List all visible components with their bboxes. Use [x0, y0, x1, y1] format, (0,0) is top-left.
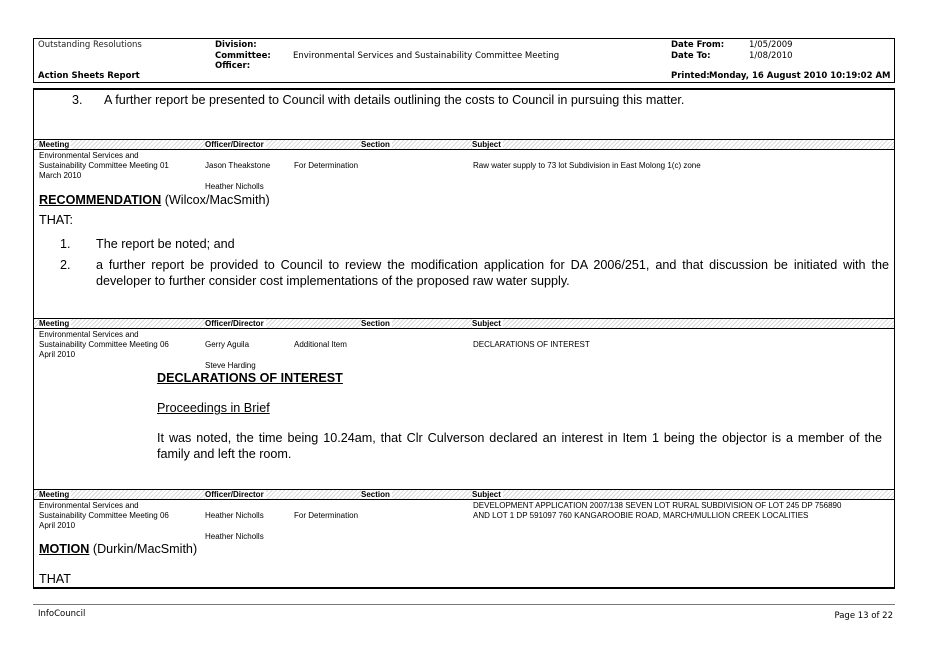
- record-1-item-1-text: The report be noted; and: [96, 237, 235, 251]
- printed-label: Printed:: [671, 71, 710, 81]
- record-2-paragraph: It was noted, the time being 10.24am, that Clr Culverson declared an interest in Item 1 being the objector is a member of the family and left the room.: [157, 431, 882, 461]
- record-2-heading: DECLARATIONS OF INTEREST: [157, 371, 343, 385]
- col-section: Section: [361, 490, 390, 499]
- report-title: Outstanding Resolutions: [38, 40, 142, 50]
- record-2-subheading: Proceedings in Brief: [157, 401, 270, 415]
- col-meeting: Meeting: [39, 490, 70, 499]
- col-subject: Subject: [472, 140, 501, 149]
- record-2-meeting: Environmental Services and Sustainability Committee Meeting 06 April 2010: [39, 330, 169, 359]
- table-header-row: [34, 318, 894, 329]
- date-from-value: 1/05/2009: [749, 40, 793, 50]
- record-3-meeting: Environmental Services and Sustainability Committee Meeting 06 April 2010: [39, 501, 169, 530]
- col-section: Section: [361, 319, 390, 328]
- col-subject: Subject: [472, 490, 501, 499]
- officer-label: Officer:: [215, 61, 251, 71]
- col-officer: Officer/Director: [205, 490, 264, 499]
- date-to-label: Date To:: [671, 51, 711, 61]
- record-2-director: Steve Harding: [205, 361, 256, 370]
- record-3-officer: Heather Nicholls: [205, 511, 264, 520]
- col-subject: Subject: [472, 319, 501, 328]
- record-3-subject: DEVELOPMENT APPLICATION 2007/138 SEVEN LOT RURAL SUBDIVISION OF LOT 245 DP 756890 AND LOT 1 DP 591097 760 KANGAROOBIE ROAD, MARCH/MULLION CREEK LOCALITIES: [473, 501, 842, 520]
- col-meeting: Meeting: [39, 140, 70, 149]
- record-3-director: Heather Nicholls: [205, 532, 264, 541]
- top-item-text: A further report be presented to Council with details outlining the costs to Council in pursuing this matter.: [104, 93, 685, 107]
- printed-value: Monday, 16 August 2010 10:19:02 AM: [709, 71, 891, 81]
- record-2-subject: DECLARATIONS OF INTEREST: [473, 340, 590, 349]
- record-2-section: Additional Item: [294, 340, 347, 349]
- committee-value: Environmental Services and Sustainability Committee Meeting: [293, 51, 560, 61]
- table-header-row: [34, 489, 894, 500]
- record-3-heading: MOTION (Durkin/MacSmith): [39, 542, 198, 556]
- footer-app-name: InfoCouncil: [38, 609, 86, 619]
- page-number: Page 13 of 22: [834, 611, 893, 621]
- record-1-item-1-num: 1.: [60, 237, 71, 251]
- record-3-that: THAT: [39, 572, 71, 586]
- col-section: Section: [361, 140, 390, 149]
- record-1-subject: Raw water supply to 73 lot Subdivision in East Molong 1(c) zone: [473, 161, 701, 170]
- footer-rule: [33, 604, 895, 605]
- col-officer: Officer/Director: [205, 140, 264, 149]
- record-1-director: Heather Nicholls: [205, 182, 264, 191]
- record-1-meeting: Environmental Services and Sustainability Committee Meeting 01 March 2010: [39, 151, 169, 180]
- committee-label: Committee:: [215, 51, 271, 61]
- record-1-officer: Jason Theakstone: [205, 161, 271, 170]
- division-label: Division:: [215, 40, 257, 50]
- record-1-that: THAT:: [39, 213, 74, 227]
- col-officer: Officer/Director: [205, 319, 264, 328]
- record-1-section: For Determination: [294, 161, 359, 170]
- record-3-section: For Determination: [294, 511, 359, 520]
- record-2-officer: Gerry Aguila: [205, 340, 250, 349]
- report-subtitle: Action Sheets Report: [38, 71, 140, 81]
- col-meeting: Meeting: [39, 319, 70, 328]
- date-from-label: Date From:: [671, 40, 725, 50]
- record-1-item-2-num: 2.: [60, 258, 71, 272]
- top-item-number: 3.: [72, 93, 83, 107]
- date-to-value: 1/08/2010: [749, 51, 793, 61]
- record-1-heading: RECOMMENDATION (Wilcox/MacSmith): [39, 193, 270, 207]
- table-header-row: [34, 139, 894, 150]
- record-1-item-2-text: a further report be provided to Council to review the modification application for DA 2006/251, and that discussion be initiated with the developer to further consider cost implementations of the proposed raw water supply.: [96, 258, 889, 288]
